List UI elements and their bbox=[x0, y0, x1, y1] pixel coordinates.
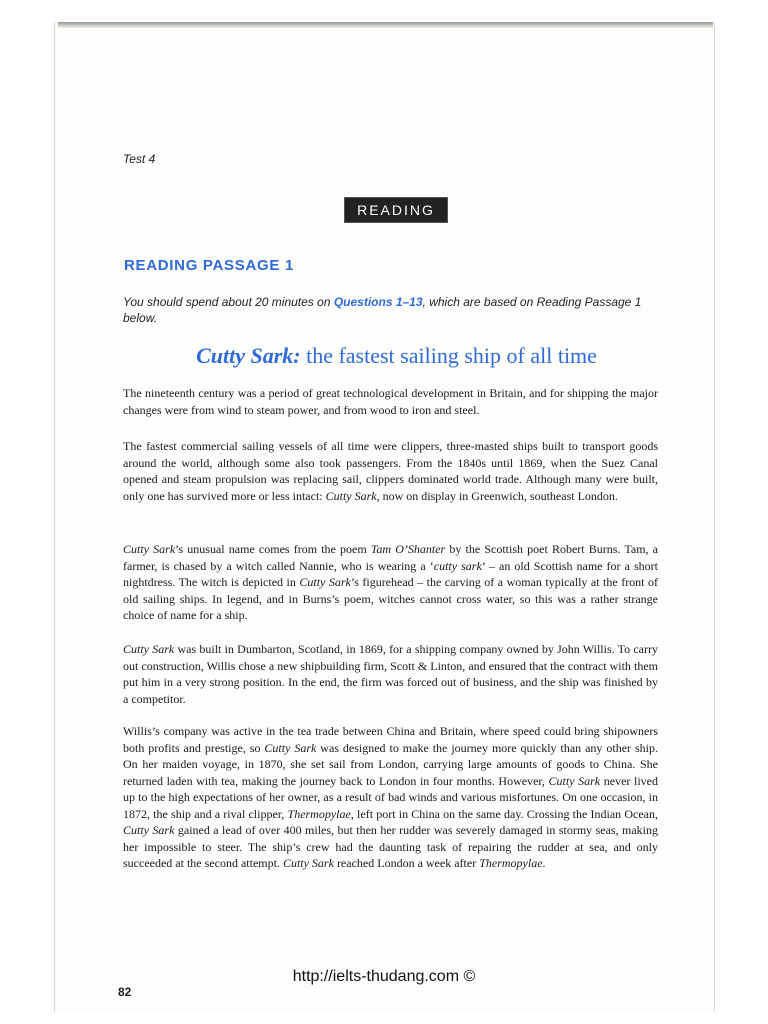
paragraph-2 bbox=[123, 438, 658, 504]
text-run: ’s unusual name comes from the poem bbox=[175, 542, 371, 556]
passage-heading: READING PASSAGE 1 bbox=[124, 257, 294, 274]
text-run: Willis’s company was active in the tea trade between China and Britain, where speed could bring shipowners both profits and prestige, so bbox=[123, 724, 658, 755]
text-run: ’s figurehead – the carving of a woman typically at the front of old sailing ships. In legend, and in Burns’s poem, witches cannot cross water, so this was a rather strange choice of name for a ship. bbox=[123, 575, 659, 622]
page-number: 82 bbox=[118, 985, 132, 999]
instructions-before: You should spend about 20 minutes on bbox=[123, 295, 334, 309]
italic-text: Cutty Sark bbox=[299, 575, 351, 589]
title-rest: the fastest sailing ship of all time bbox=[300, 343, 597, 368]
text-run: ’ – an old Scottish name for a short nightdress. The witch is depicted in bbox=[123, 558, 658, 589]
italic-text: Cutty Sark bbox=[123, 542, 176, 556]
text-run: , now on display in Greenwich, southeast London. bbox=[376, 488, 618, 503]
title-colon: : bbox=[293, 343, 301, 368]
paragraph-4 bbox=[123, 641, 658, 707]
italic-text: Cutty Sark bbox=[548, 773, 601, 788]
italic-text: Cutty Sark bbox=[282, 856, 334, 870]
text-run: by the Scottish poet Robert Burns. Tam, a farmer, is chased by a witch called Nannie, who is wearing a ‘ bbox=[123, 542, 659, 573]
text-run: The nineteenth century was a period of great technological development in Britain, and for shipping the major changes were from wind to steam power, and from wood to iron and steel. bbox=[123, 386, 658, 417]
scan-top-edge bbox=[58, 22, 713, 28]
section-tag: READING bbox=[344, 197, 448, 223]
text-run: never lived up to the high expectations of her owner, as a result of bad winds and various misfortunes. On one occasion, in 1872, the ship and a rival clipper, bbox=[123, 773, 658, 821]
title-ship-name: Cutty Sark bbox=[196, 343, 294, 368]
paragraph-1 bbox=[123, 385, 658, 418]
passage-title bbox=[124, 343, 669, 369]
paragraph-3 bbox=[123, 541, 658, 624]
instructions-after: , which are based on Reading Passage 1 below. bbox=[123, 295, 642, 325]
test-label: Test 4 bbox=[123, 152, 156, 166]
text-run: was built in Dumbarton, Scotland, in 1869, for a shipping company owned by John Willis. To carry out construction, Willis chose a new shipbuilding firm, Scott & Linton, and ensured that the contract with them put him in a very strong position. In the end, the firm was forced out of business, and the ship was finished by a competitor. bbox=[123, 642, 659, 706]
paragraph-5 bbox=[123, 723, 658, 872]
italic-text: Thermopylae bbox=[287, 806, 351, 821]
text-run: , left port in China on the same day. Crossing the Indian Ocean, bbox=[350, 806, 658, 821]
italic-text: Cutty Sark bbox=[123, 823, 175, 837]
text-run: . bbox=[542, 856, 546, 870]
italic-text: Cutty Sark bbox=[325, 488, 377, 503]
text-run: The fastest commercial sailing vessels of all time were clippers, three-masted ships built to transport goods around the world, although some also took passengers. From the 1840s until 1869, when the Suez Canal opened and steam propulsion was replacing sail, clippers dominated world trade. Although many were built, only one has survived more or less intact: bbox=[123, 439, 658, 503]
italic-text: Tam O’Shanter bbox=[370, 542, 446, 556]
text-run: was designed to make the journey more quickly than any other ship. On her maiden voyage, in 1870, she set sail from London, carrying large amounts of goods to China. She returned laden with tea, making the journey back to London in four months. However, bbox=[123, 740, 658, 788]
instructions bbox=[123, 294, 643, 326]
footer-url: http://ielts-thudang.com © bbox=[292, 968, 476, 985]
italic-text: Cutty Sark bbox=[264, 740, 317, 755]
text-run: gained a lead of over 400 miles, but then her rudder was severely damaged in stormy seas, making her impossible to steer. The ship’s crew had the daunting task of repairing the rudder at sea, and only succeeded at the second attempt. bbox=[123, 823, 659, 870]
italic-text: Thermopylae bbox=[479, 856, 543, 870]
italic-text: cutty sark bbox=[433, 558, 482, 573]
text-run: reached London a week after bbox=[333, 856, 480, 870]
italic-text: Cutty Sark bbox=[123, 642, 175, 656]
questions-range: Questions 1–13 bbox=[333, 295, 423, 309]
